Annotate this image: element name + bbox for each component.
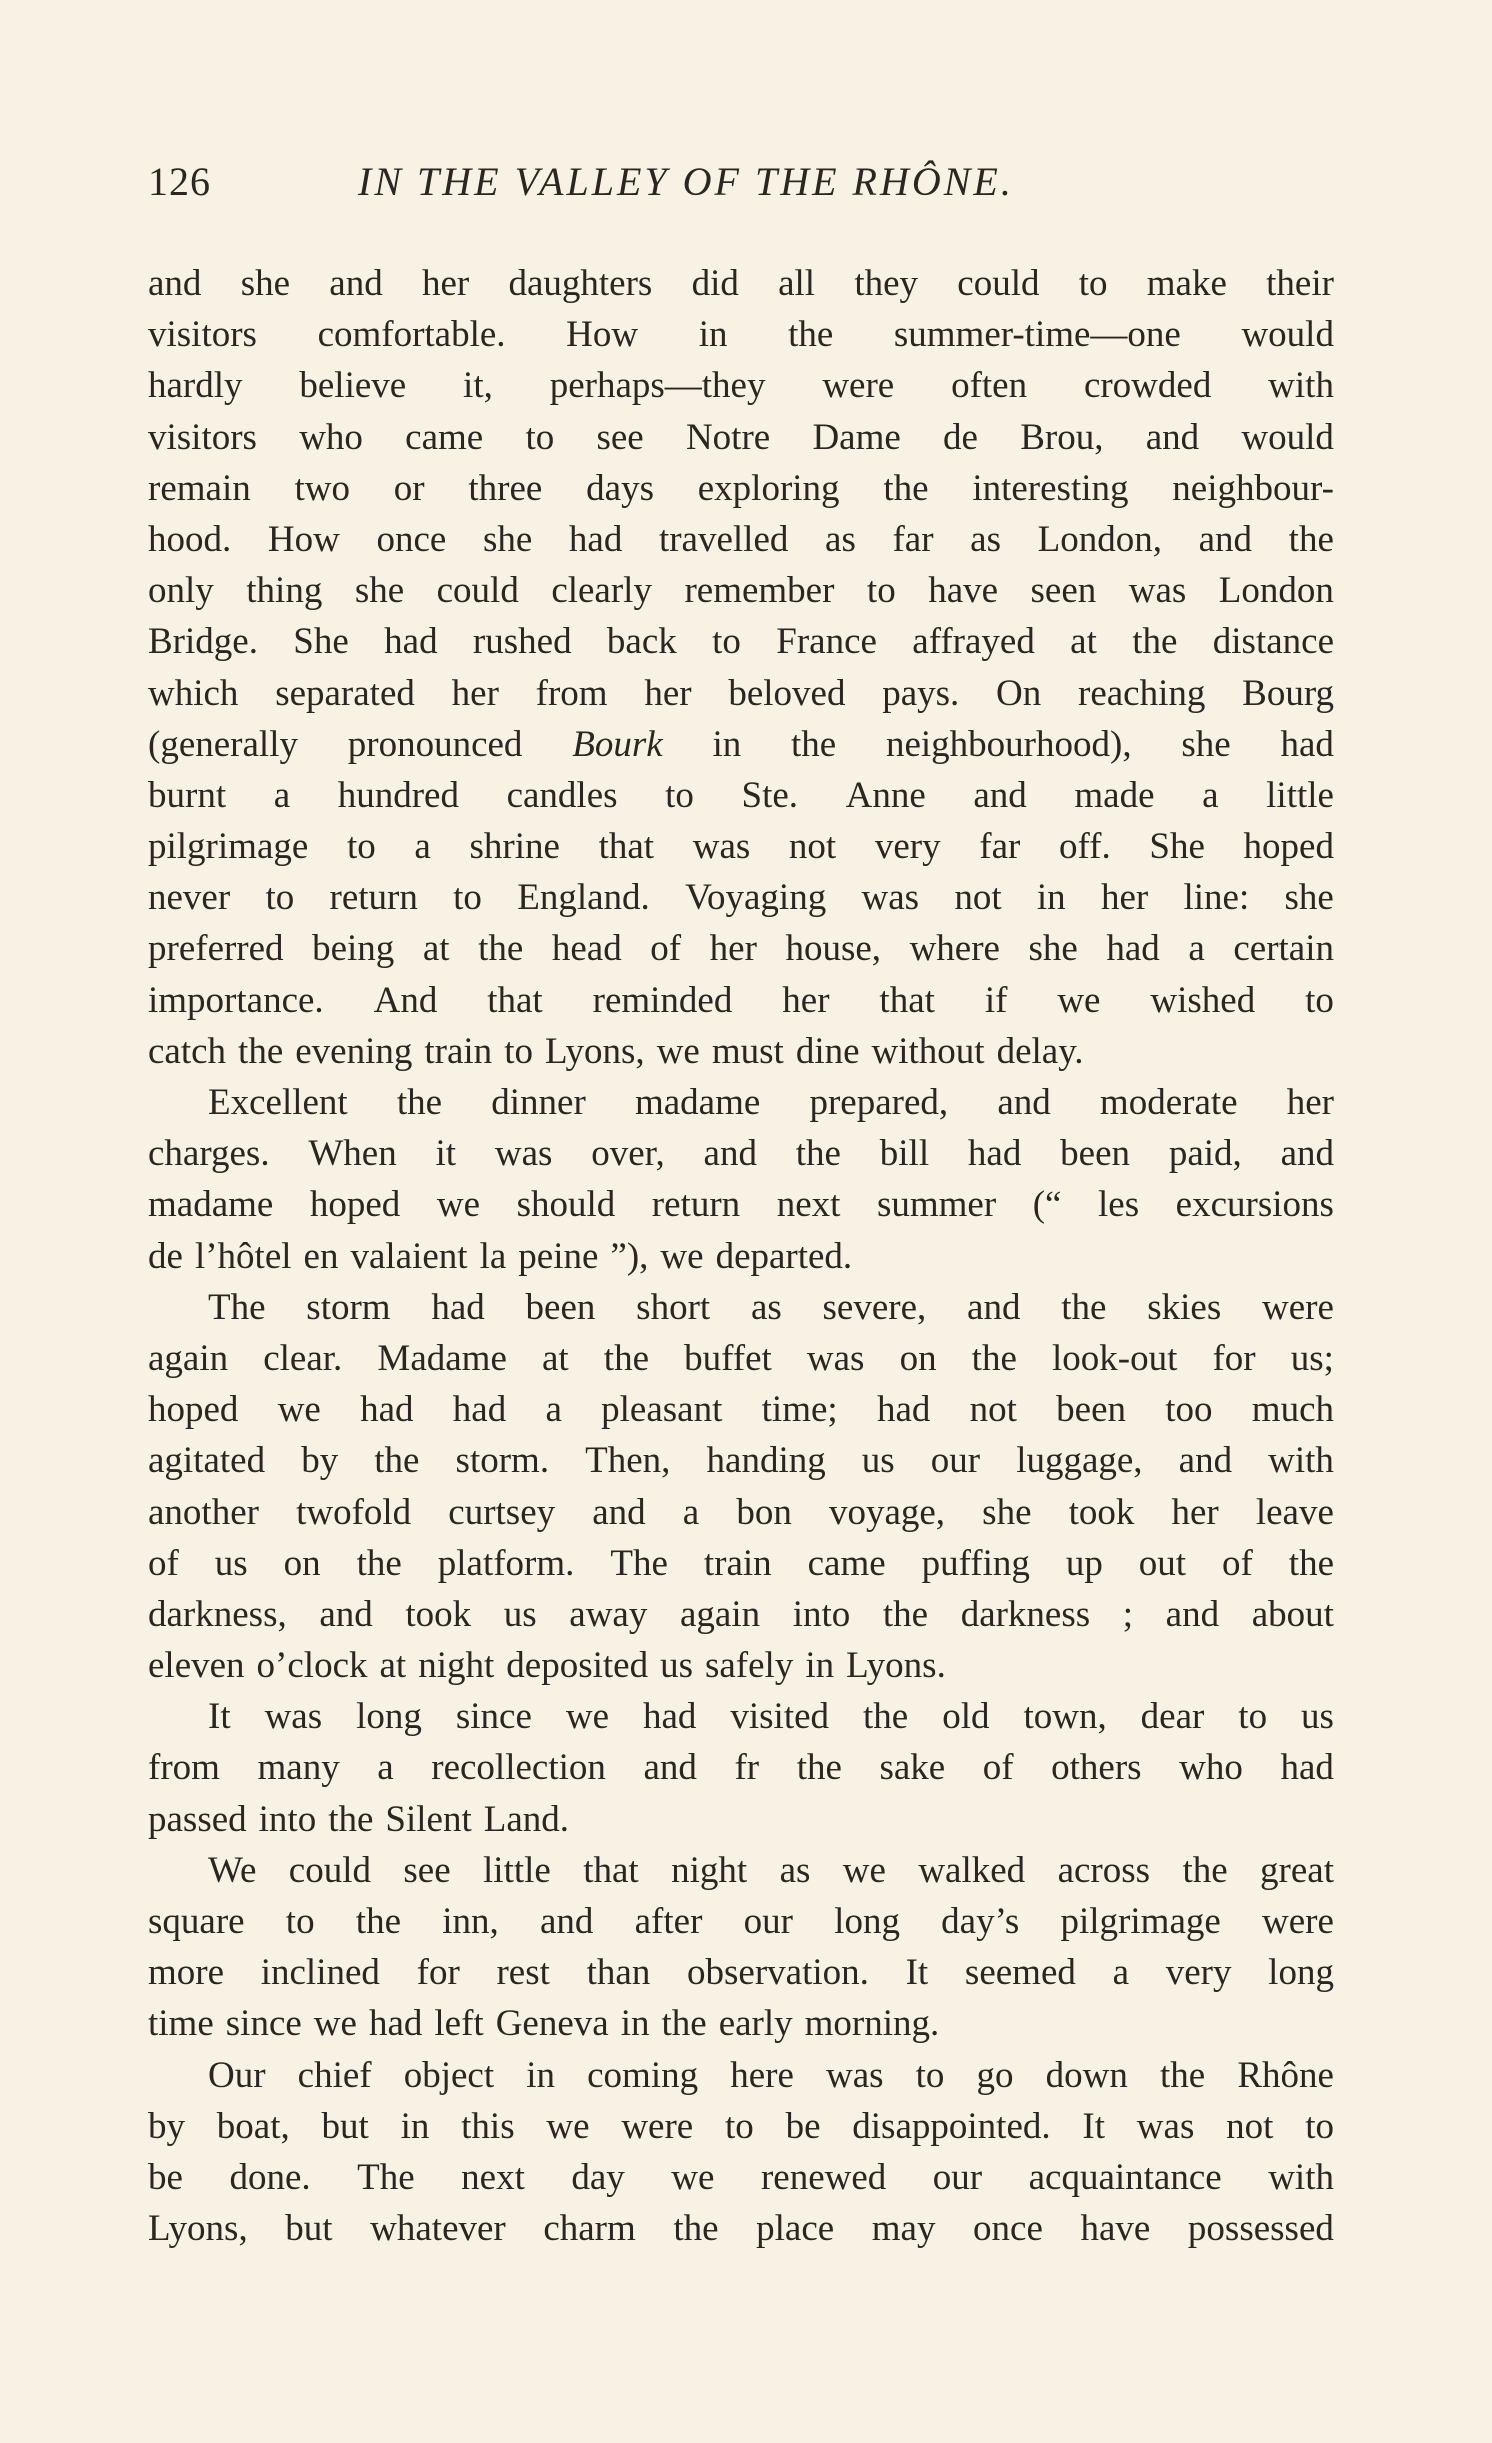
text-line: It was long since we had visited the old town, dear to us [208,1696,1334,1738]
text-line: only thing she could clearly remember to have seen was London [148,570,1334,612]
text-line: which separated her from her beloved pays. On reaching Bourg [148,672,1334,714]
text-line: from many a recollection and fr the sake of others who had [148,1747,1334,1789]
text-line: catch the evening train to Lyons, we must dine without delay. [148,1030,1084,1072]
text-line: passed into the Silent Land. [148,1798,570,1840]
text-line: another twofold curtsey and a bon voyage, she took her leave [148,1491,1334,1533]
text-line: preferred being at the head of her house, where she had a certain [148,928,1334,970]
text-line: time since we had left Geneva in the early morning. [148,2003,940,2045]
text-line: and she and her daughters did all they could to make their [148,263,1334,304]
text-line: eleven o’clock at night deposited us safely in Lyons. [148,1645,946,1687]
text-line: de l’hôtel en valaient la peine ”), we departed. [148,1235,853,1277]
text-line: be done. The next day we renewed our acquaintance with [148,2156,1334,2198]
text-line: We could see little that night as we walked across the great [208,1849,1334,1891]
text-line: pilgrimage to a shrine that was not very far off. She hoped [148,826,1334,868]
text-line: visitors comfortable. How in the summer-time—one would [148,314,1334,356]
text-line: Lyons, but whatever charm the place may once have possessed [148,2208,1334,2250]
text-line: The storm had been short as severe, and the skies were [208,1286,1334,1328]
text-line: square to the inn, and after our long day’s pilgrimage were [148,1901,1334,1942]
text-line: Excellent the dinner madame prepared, and moderate her [208,1082,1334,1123]
text-line: hoped we had had a pleasant time; had not been too much [148,1389,1334,1431]
text-line: madame hoped we should return next summer (“ les excursions [148,1184,1334,1226]
body-text [148,258,1334,2254]
page-number: 126 [148,159,211,204]
text-line: remain two or three days exploring the interesting neighbour- [148,467,1334,509]
text-line: burnt a hundred candles to Ste. Anne and made a little [148,774,1334,816]
running-title: IN THE VALLEY OF THE RHÔNE. [358,159,1014,204]
text-line: Bridge. She had rushed back to France affrayed at the distance [148,621,1334,663]
text-line: importance. And that reminded her that if we wished to [148,979,1334,1021]
text-line: more inclined for rest than observation. It seemed a very long [148,1952,1334,1994]
text-line: (generally pronounced Bourk in the neighbourhood), she had [148,723,1334,765]
text-line: hood. How once she had travelled as far as London, and the [148,518,1334,560]
text-line: charges. When it was over, and the bill had been paid, and [148,1133,1334,1175]
text-line: Our chief object in coming here was to go down the Rhône [208,2054,1334,2096]
text-line: by boat, but in this we were to be disappointed. It was not to [148,2105,1334,2147]
text-line: visitors who came to see Notre Dame de Brou, and would [148,416,1334,458]
text-line: again clear. Madame at the buffet was on the look-out for us; [148,1337,1334,1379]
text-line: hardly believe it, perhaps—they were often crowded with [148,365,1334,407]
text-line: never to return to England. Voyaging was not in her line: she [148,877,1334,919]
text-line: darkness, and took us away again into the darkness ; and about [148,1593,1334,1635]
text-line: of us on the platform. The train came puffing up out of the [148,1542,1334,1584]
running-head [148,158,1334,218]
text-line: agitated by the storm. Then, handing us our luggage, and with [148,1440,1334,1482]
